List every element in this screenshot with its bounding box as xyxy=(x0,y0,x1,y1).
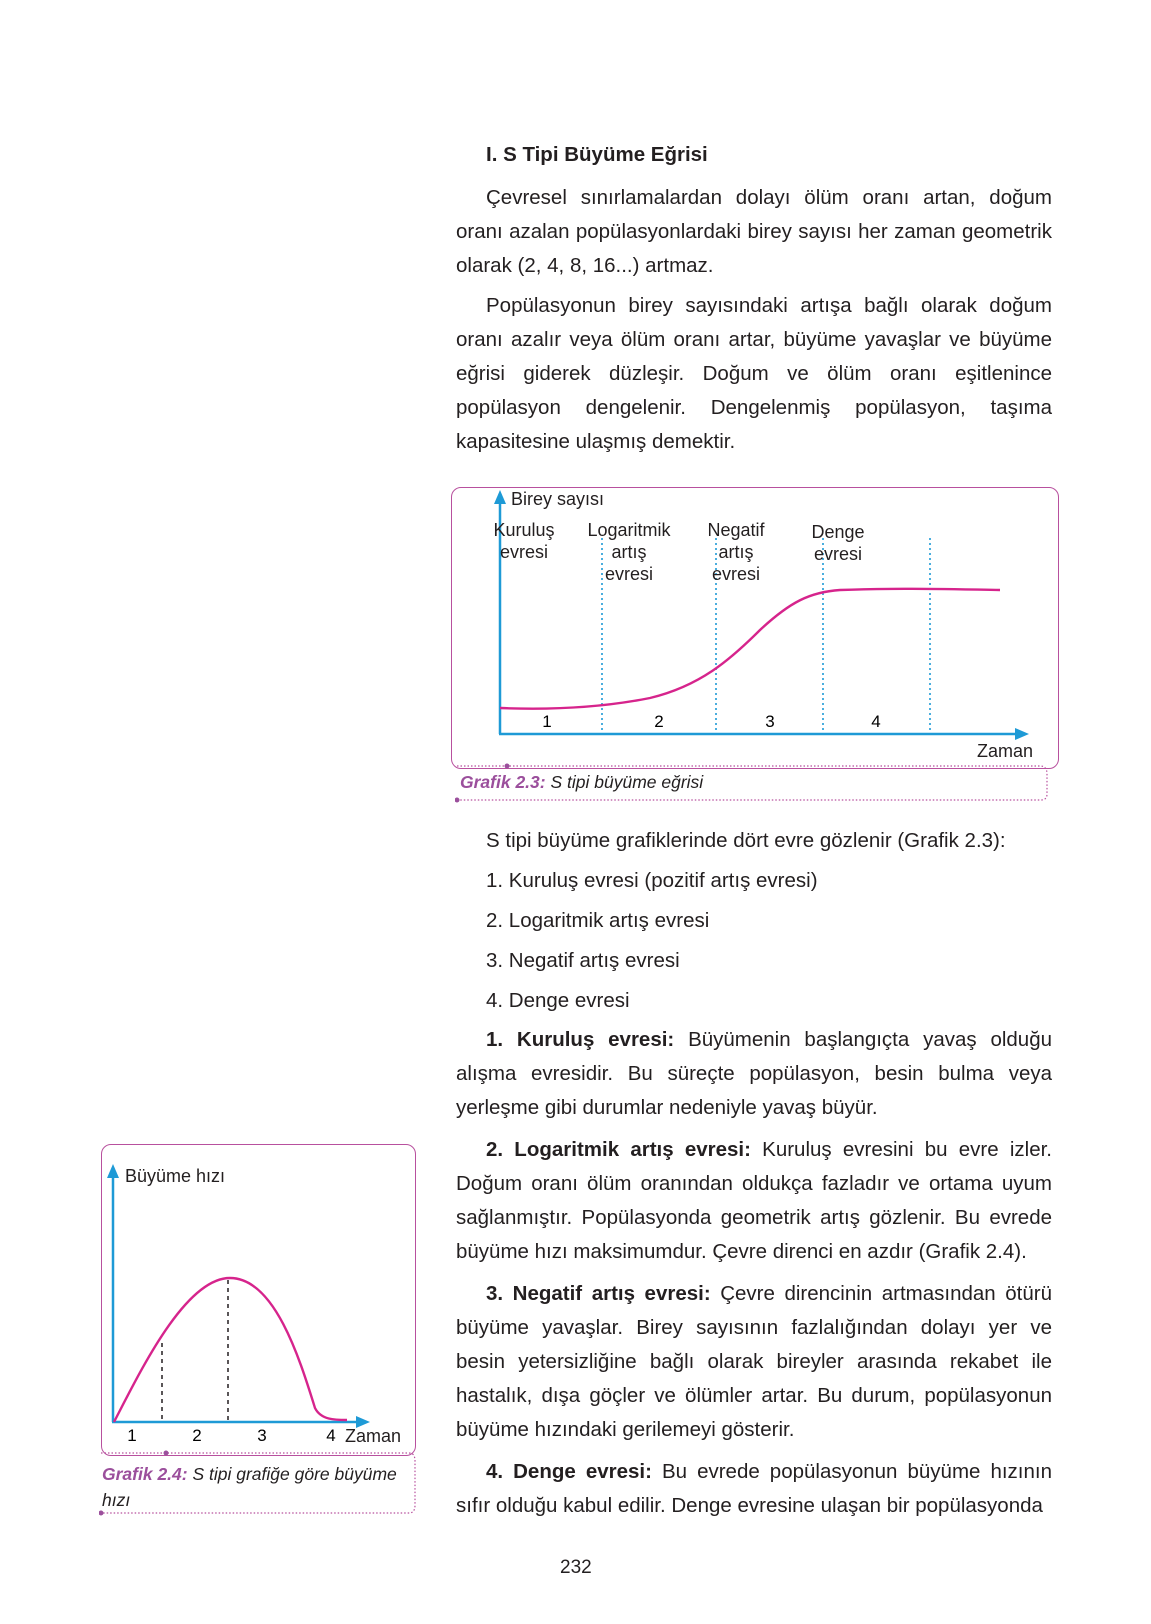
phase-number-2: 2 xyxy=(654,712,664,731)
phase-detail-1 xyxy=(456,1023,1052,1125)
phase-detail-1-term: 1. Kuruluş evresi: xyxy=(486,1028,675,1051)
x-axis-label: Zaman xyxy=(976,741,1034,761)
phase-detail-3 xyxy=(456,1277,1052,1447)
phase-number-3: 3 xyxy=(765,712,775,731)
x-tick-1: 1 xyxy=(127,1426,137,1445)
x-tick-3: 3 xyxy=(257,1426,267,1445)
figure-2-4-chart xyxy=(95,1150,425,1460)
x-tick-2: 2 xyxy=(192,1426,202,1445)
phases-intro: S tipi büyüme grafiklerinde dört evre gözlenir (Grafik 2.3): xyxy=(486,829,1006,852)
figure-2-3-caption xyxy=(460,772,703,793)
phase-label-4: Denge evresi xyxy=(811,522,865,564)
phase-label-2: Logaritmik artış evresi xyxy=(587,520,671,584)
phase-list-item-3: 3. Negatif artış evresi xyxy=(486,949,680,972)
phase-detail-2-text: Kuruluş evresini bu evre izler. Doğum oranı ölüm oranından oldukça fazladır ve ortama uyum sağlanmıştır. Popülasyonda geometrik artış gözlenir. Bu evrede büyüme hızı maksimumdur. Çevre direnci en azdır (Grafik 2.4). xyxy=(456,1138,1052,1263)
phase-detail-4-term: 4. Denge evresi: xyxy=(486,1460,652,1483)
phase-detail-4-text: Bu evrede popülasyonun büyüme hızının sıfır olduğu kabul edilir. Denge evresine ulaşan bir popülasyonda xyxy=(456,1460,1053,1517)
phase-detail-3-term: 3. Negatif artış evresi: xyxy=(486,1282,711,1305)
s-growth-curve xyxy=(500,589,1000,709)
phase-detail-3-text: Çevre direncinin artmasından ötürü büyüme yavaşlar. Birey sayısının fazlalığından dolayı yer ve besin yetersizliğine bağlı olarak bireyler arasında rekabet ile hastalık, dışa göçler ve ölümler artar. Bu durum, popülasyonun büyüme hızındaki gerilemeyi gösterir. xyxy=(456,1282,1052,1441)
figure-2-3-chart xyxy=(440,480,1080,770)
y-axis-arrow xyxy=(107,1164,119,1178)
x-axis-arrow xyxy=(1015,728,1029,740)
phase-list-item-1: 1. Kuruluş evresi (pozitif artış evresi) xyxy=(486,869,818,892)
phase-detail-2 xyxy=(456,1133,1052,1269)
intro-paragraph-1: Çevresel sınırlamalardan dolayı ölüm oranı artan, doğum oranı azalan popülasyonlardaki birey sayısı her zaman geometrik olarak (2, 4, 8, 16...) artmaz. xyxy=(456,186,1052,277)
figure-2-4-caption xyxy=(102,1461,402,1513)
phase-number-4: 4 xyxy=(871,712,881,731)
y-axis-arrow xyxy=(494,490,506,504)
figure-2-3-caption-text: S tipi büyüme eğrisi xyxy=(550,772,704,792)
x-axis-label: Zaman xyxy=(344,1426,402,1446)
phase-list-item-2: 2. Logaritmik artış evresi xyxy=(486,909,710,932)
phase-label-1: Kuruluş evresi xyxy=(493,520,555,562)
phase-detail-1-text: Büyümenin başlangıçta yavaş olduğu alışma evresidir. Bu süreçte popülasyon, besin bulma veya yerleşme gibi durumlar nedeniyle yavaş büyür. xyxy=(456,1028,1052,1119)
y-axis-label: Büyüme hızı xyxy=(125,1166,226,1186)
x-tick-4: 4 xyxy=(326,1426,336,1445)
phase-label-3: Negatif artış evresi xyxy=(707,520,765,584)
phase-labels xyxy=(493,520,864,584)
figure-2-3-caption-label: Grafik 2.3: xyxy=(460,772,546,792)
growth-rate-curve xyxy=(114,1278,347,1422)
section-title: I. S Tipi Büyüme Eğrisi xyxy=(486,143,708,166)
phase-detail-2-term: 2. Logaritmik artış evresi: xyxy=(486,1138,751,1161)
intro-paragraph-2: Popülasyonun birey sayısındaki artışa bağlı olarak doğum oranı azalır veya ölüm oranı artar, büyüme yavaşlar ve büyüme eğrisi giderek düzleşir. Doğum ve ölüm oranı eşitlenince popülasyon dengelenir. Dengelenmiş popülasyon, taşıma kapasitesine ulaşmış demektir. xyxy=(456,294,1052,453)
phase-list-item-4: 4. Denge evresi xyxy=(486,989,630,1012)
page-number: 232 xyxy=(560,1557,592,1578)
figure-2-4-caption-label: Grafik 2.4: xyxy=(102,1464,188,1484)
y-axis-label: Birey sayısı xyxy=(511,489,605,509)
phase-detail-4 xyxy=(456,1455,1052,1523)
figure-2-4-caption-text: S tipi grafiğe göre büyüme hızı xyxy=(102,1464,397,1510)
phase-number-1: 1 xyxy=(542,712,552,731)
